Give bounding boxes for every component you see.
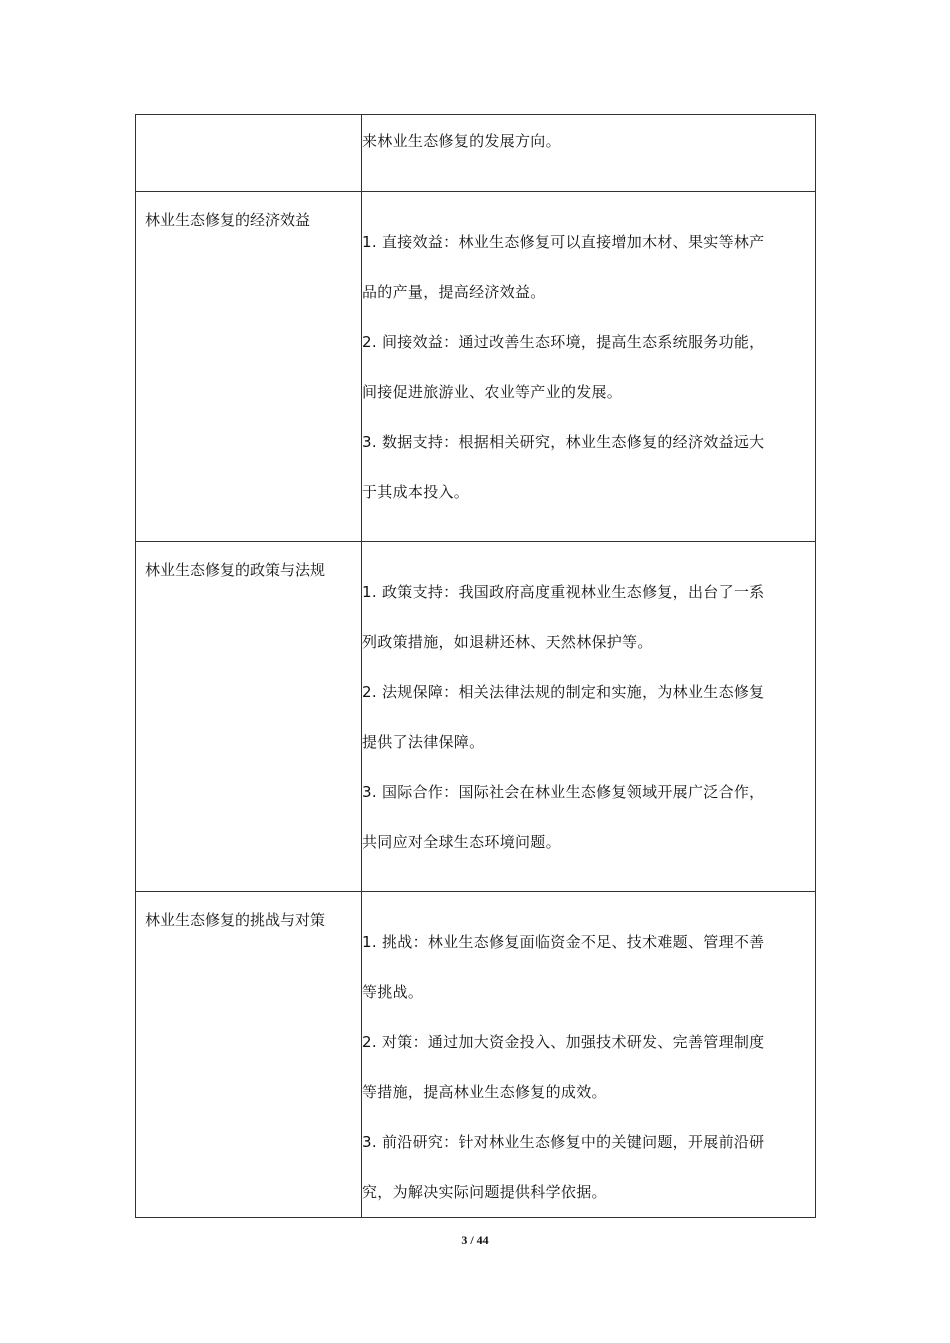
paragraph-line: 1. 挑战：林业生态修复面临资金不足、技术难题、管理不善 — [362, 933, 765, 951]
paragraph-line: 列政策措施，如退耕还林、天然林保护等。 — [362, 633, 653, 651]
paragraph-line: 提供了法律保障。 — [362, 733, 485, 751]
content-cell — [362, 542, 816, 892]
paragraph-line: 3. 前沿研究：针对林业生态修复中的关键问题，开展前沿研 — [362, 1133, 765, 1151]
topic-cell — [136, 192, 362, 542]
table-row — [136, 542, 816, 892]
paragraph-line: 2. 对策：通过加大资金投入、加强技术研发、完善管理制度 — [362, 1033, 765, 1051]
topic-cell — [136, 115, 362, 192]
paragraph-line: 1. 直接效益：林业生态修复可以直接增加木材、果实等林产 — [362, 233, 765, 251]
topic-cell — [136, 542, 362, 892]
table-row — [136, 892, 816, 1218]
table-row — [136, 115, 816, 192]
topic-label — [136, 115, 361, 133]
paragraph-line: 于其成本投入。 — [362, 483, 470, 501]
table-row — [136, 192, 816, 542]
paragraph-line: 共同应对全球生态环境问题。 — [362, 833, 561, 851]
content-cell — [362, 115, 816, 192]
paragraph-line: 等挑战。 — [362, 983, 424, 1001]
paragraph-line: 品的产量，提高经济效益。 — [362, 283, 546, 301]
topic-label: 林业生态修复的政策与法规 — [145, 561, 326, 579]
topic-cell — [136, 892, 362, 1218]
paragraph-line: 1. 政策支持：我国政府高度重视林业生态修复，出台了一系 — [362, 583, 765, 601]
paragraph-line: 2. 法规保障：相关法律法规的制定和实施，为林业生态修复 — [362, 683, 765, 701]
paragraph-line: 间接促进旅游业、农业等产业的发展。 — [362, 383, 623, 401]
page-number: 3 / 44 — [461, 1233, 489, 1247]
paragraph-line: 来林业生态修复的发展方向。 — [362, 132, 561, 150]
paragraph-line: 究，为解决实际问题提供科学依据。 — [362, 1183, 607, 1201]
paragraph-line: 3. 数据支持：根据相关研究，林业生态修复的经济效益远大 — [362, 433, 765, 451]
content-cell — [362, 892, 816, 1218]
topic-label: 林业生态修复的挑战与对策 — [145, 911, 326, 929]
content-table — [135, 114, 816, 1218]
content-cell — [362, 192, 816, 542]
topic-label: 林业生态修复的经济效益 — [145, 211, 311, 229]
paragraph-line: 等措施，提高林业生态修复的成效。 — [362, 1083, 607, 1101]
paragraph-line: 3. 国际合作：国际社会在林业生态修复领域开展广泛合作， — [362, 783, 765, 801]
paragraph-line: 2. 间接效益：通过改善生态环境，提高生态系统服务功能， — [362, 333, 765, 351]
